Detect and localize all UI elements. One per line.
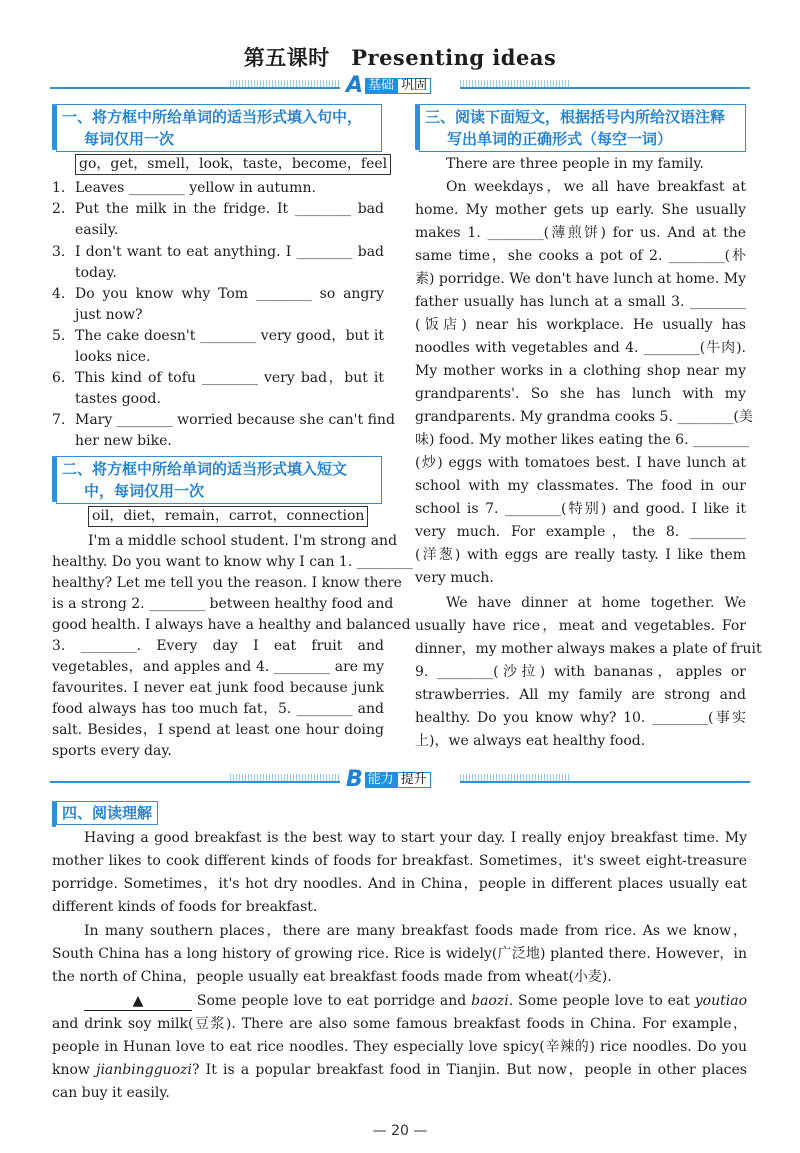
youtiao-term: youtiao (694, 993, 747, 1009)
section3-heading (415, 104, 746, 152)
item-number: 7. (52, 412, 66, 428)
passage-line: noodles with vegetables and 4. ________(牛肉). (415, 340, 746, 356)
jianbingguozi-term: jianbingguozi (96, 1062, 192, 1079)
band-a-letter: A (346, 73, 364, 98)
section1-heading-line1: 一、将方框中所给单词的适当形式填入句中， (62, 108, 363, 126)
section4-heading (52, 801, 158, 827)
exercise-line: tastes good. (75, 391, 161, 407)
band-a-label-1: 基础 (365, 78, 397, 94)
passage-line: father usually has lunch at a small 3. ________ (415, 294, 746, 310)
reading-text-segment: ? It is a popular breakfast food in Tianjin. But now，people in other places can buy it easily. (52, 1062, 747, 1102)
exercise-line: Do you know why Tom ________ so angry (75, 286, 384, 302)
exercise-line: easily. (75, 222, 119, 238)
passage-line: On weekdays，we all have breakfast at (446, 179, 746, 195)
section2-word-box: oil，diet，remain，carrot，connection (88, 506, 368, 527)
passage-line: food always has too much fat，5. ________ and (52, 701, 384, 717)
reading-text-segment: . Some people love to eat (508, 993, 695, 1009)
section3-heading-line1: 三、阅读下面短文，根据括号内所给汉语注释 (425, 108, 726, 126)
band-b-label-1: 能力 (365, 772, 397, 788)
passage-line: sports every day. (52, 743, 172, 759)
passage-line: school is 7. ________(特别) and good. I like it (415, 501, 746, 517)
item-number: 3. (52, 244, 66, 260)
reading-paragraph-1: Having a good breakfast is the best way to start your day. I really enjoy breakfast time. My mother likes to cook different kinds of foods for breakfast. Sometimes，it's sweet eight-treasure porridge. Sometimes，it's hot dry noodles. And in China，people in different places usually eat different kinds of foods for breakfast. (52, 830, 747, 916)
passage-line: very much. For example，the 8. ________ (415, 524, 746, 540)
reading-paragraph-3 (52, 990, 747, 1105)
passage-line: grandparents'. So she has lunch with my (415, 386, 746, 402)
exercise-line: today. (75, 265, 117, 281)
passage-line: dinner，my mother always makes a plate of fruit (415, 641, 762, 657)
passage-line: home. My mother gets up early. She usually (415, 202, 746, 218)
passage-line: My mother works in a clothing shop near my (415, 363, 746, 379)
passage-line: grandparents. My grandma cooks 5. ________(美 (415, 409, 753, 425)
passage-line: I'm a middle school student. I'm strong and (88, 533, 398, 549)
passage-line: same time，she cooks a pot of 2. ________(朴 (415, 248, 746, 264)
passage-line: 味) food. My mother likes eating the 6. ________ (415, 432, 749, 448)
passage-line: strawberries. All my family are strong and (415, 687, 746, 703)
passage-line: vegetables，and apples and 4. ________ are my (52, 659, 384, 675)
passage-line: 3. ________. Every day I eat fruit and (52, 638, 384, 654)
exercise-line: This kind of tofu ________ very bad，but it (75, 370, 384, 386)
exercise-line: The cake doesn't ________ very good，but it (75, 328, 384, 344)
passage-line: We have dinner at home together. We (446, 595, 746, 611)
section1-heading-line2: 每词仅用一次 (84, 130, 175, 148)
passage-line: healthy? Let me tell you the reason. I know there (52, 575, 402, 591)
passage-line: healthy. Do you want to know why I can 1. ________ (52, 554, 413, 570)
section2-heading (52, 456, 382, 504)
exercise-line: I don't want to eat anything. I ________ bad (75, 244, 384, 260)
passage-line: 上)，we always eat healthy food. (415, 733, 646, 749)
section1-word-box: go，get，smell，look，taste，become，feel (75, 154, 391, 175)
passage-line: 素) porridge. We don't have lunch at home. My (415, 271, 746, 287)
section3-heading-line2: 写出单词的正确形式（每空一词） (447, 130, 673, 148)
band-b-badge (346, 767, 431, 792)
passage-line: 9. ________(沙拉) with bananas，apples or (415, 664, 746, 680)
section4-heading-text: 四、阅读理解 (56, 801, 158, 825)
exercise-line: just now? (75, 307, 143, 323)
passage-line: very much. (415, 570, 494, 586)
passage-line: healthy. Do you know why? 10. ________(事实 (415, 710, 746, 726)
passage-line: makes 1. ________(薄煎饼) for us. And at the (415, 225, 746, 241)
item-number: 1. (52, 180, 66, 196)
passage-line: There are three people in my family. (446, 156, 704, 172)
passage-line: school with my classmates. The food in our (415, 478, 746, 494)
baozi-term: baozi (471, 993, 509, 1009)
answer-blank-triangle: ▲ (84, 992, 192, 1011)
exercise-line: Leaves ________ yellow in autumn. (75, 180, 316, 196)
reading-paragraph-2: In many southern places，there are many breakfast foods made from rice. As we know，South China has a long history of growing rice. Rice is widely(广泛地) planted there. However，in the north of China，people usually eat breakfast foods made from wheat(小麦). (52, 923, 747, 986)
item-number: 2. (52, 201, 66, 217)
band-a-label-2: 巩固 (397, 78, 431, 94)
section2-heading-line2: 中，每词仅用一次 (84, 482, 205, 500)
band-b-label-2: 提升 (397, 772, 431, 788)
exercise-line: looks nice. (75, 349, 151, 365)
item-number: 5. (52, 328, 66, 344)
page-title: 第五课时 Presenting ideas (243, 45, 557, 70)
exercise-line: Put the milk in the fridge. It ________ bad (75, 201, 384, 217)
reading-text-segment: and drink soy milk(豆浆). There are also some famous breakfast foods in China. For example，people in Hunan love to eat rice noodles. They especially love spicy(辛辣的) rice noodles. Do you know (52, 1016, 747, 1079)
item-number: 6. (52, 370, 66, 386)
section-band-b (50, 767, 750, 792)
section1-heading (52, 104, 382, 152)
passage-line: salt. Besides，I spend at least one hour doing (52, 722, 384, 738)
section-band-a (50, 73, 750, 98)
reading-text-segment: Some people love to eat porridge and (192, 993, 472, 1009)
item-number: 4. (52, 286, 66, 302)
passage-line: favourites. I never eat junk food because junk (52, 680, 384, 696)
passage-line: is a strong 2. ________ between healthy food and (52, 596, 394, 612)
exercise-line: her new bike. (75, 433, 172, 449)
band-a-badge (346, 73, 431, 98)
passage-line: (饭店) near his workplace. He usually has (415, 317, 746, 333)
band-b-letter: B (346, 767, 363, 792)
passage-line: (洋葱) with eggs are really tasty. I like them (415, 547, 746, 563)
section2-heading-line1: 二、将方框中所给单词的适当形式填入短文 (62, 460, 348, 478)
passage-line: good health. I always have a healthy and balanced (52, 617, 411, 633)
passage-line: usually have rice，meat and vegetables. For (415, 618, 746, 634)
exercise-line: Mary ________ worried because she can't find (75, 412, 395, 428)
passage-line: (炒) eggs with tomatoes best. I have lunch at (415, 455, 746, 471)
page-number: — 20 — (372, 1123, 428, 1139)
